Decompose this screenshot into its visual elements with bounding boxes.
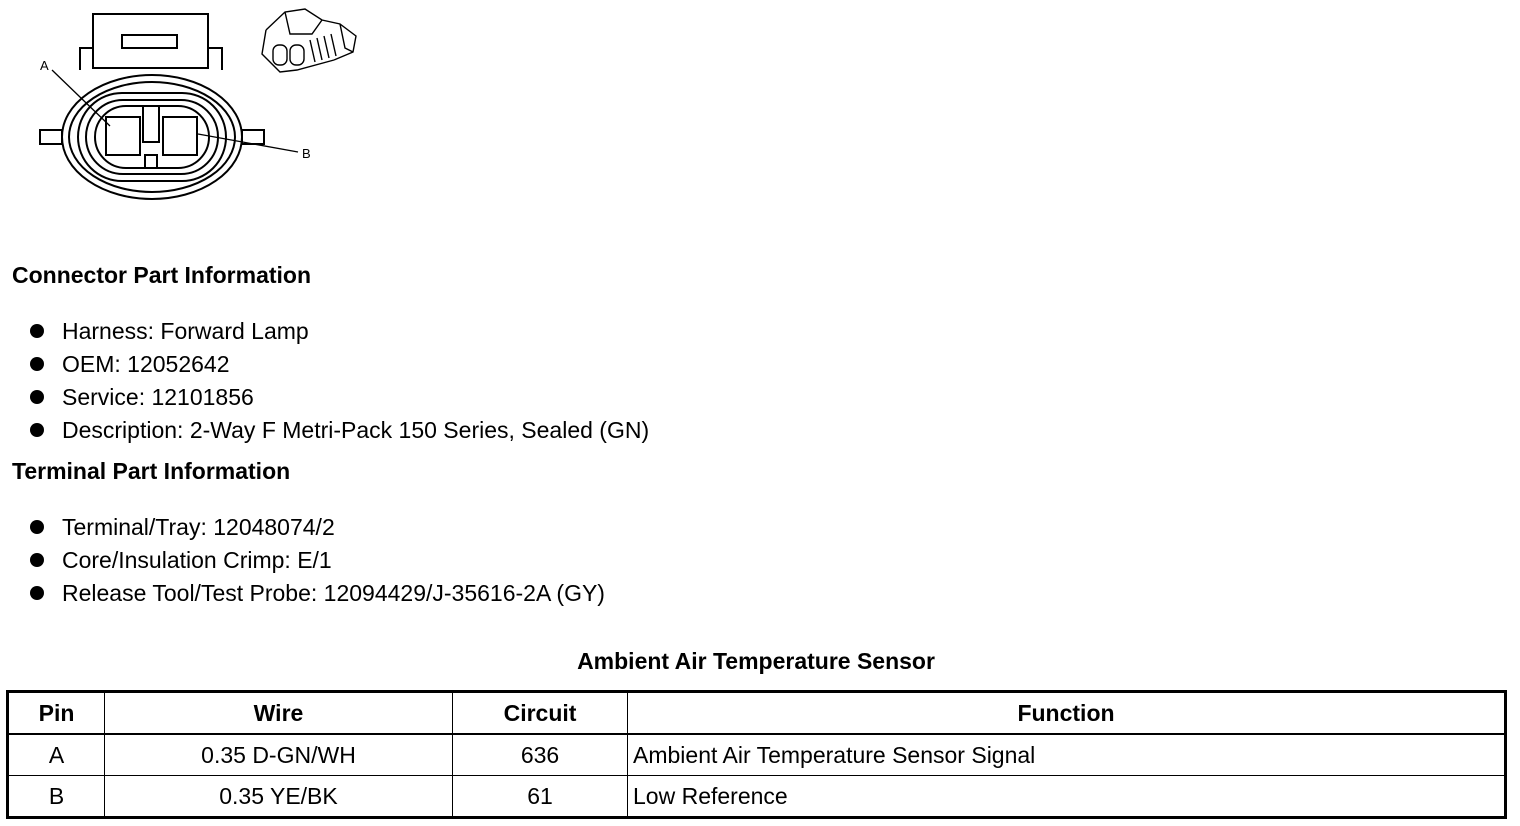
bullet-icon — [30, 553, 44, 567]
circuit-cell: 61 — [453, 776, 628, 818]
list-item — [30, 316, 649, 349]
connector-thumbnail — [262, 9, 356, 72]
list-item — [30, 349, 649, 382]
table-row — [8, 776, 1506, 818]
function-cell: Low Reference — [628, 776, 1506, 818]
pin-a-label: A — [40, 58, 49, 73]
list-item — [30, 415, 649, 448]
list-item-text: Core/Insulation Crimp: E/1 — [62, 547, 332, 573]
list-item — [30, 578, 605, 611]
wire-cell: 0.35 D-GN/WH — [105, 734, 453, 776]
pinout-table — [6, 690, 1507, 819]
list-item — [30, 382, 649, 415]
wire-cell: 0.35 YE/BK — [105, 776, 453, 818]
list-item-text: Harness: Forward Lamp — [62, 318, 309, 344]
pin-cell: B — [8, 776, 105, 818]
table-header-row — [8, 692, 1506, 735]
list-item-text: OEM: 12052642 — [62, 351, 230, 377]
pin-b-label: B — [302, 146, 311, 161]
bullet-icon — [30, 423, 44, 437]
pin-cell: A — [8, 734, 105, 776]
bullet-icon — [30, 390, 44, 404]
connector-diagram — [0, 0, 380, 215]
column-header-pin: Pin — [8, 692, 105, 735]
bullet-icon — [30, 520, 44, 534]
list-item — [30, 545, 605, 578]
connector-part-heading: Connector Part Information — [12, 262, 312, 288]
bullet-icon — [30, 586, 44, 600]
list-item-text: Description: 2-Way F Metri-Pack 150 Series, Sealed (GN) — [62, 417, 650, 443]
function-cell: Ambient Air Temperature Sensor Signal — [628, 734, 1506, 776]
column-header-function: Function — [628, 692, 1506, 735]
column-header-wire: Wire — [105, 692, 453, 735]
list-item — [30, 512, 605, 545]
column-header-circuit: Circuit — [453, 692, 628, 735]
list-item-text: Service: 12101856 — [62, 384, 254, 410]
table-row — [8, 734, 1506, 776]
circuit-cell: 636 — [453, 734, 628, 776]
terminal-part-list — [30, 512, 605, 611]
bullet-icon — [30, 357, 44, 371]
list-item-text: Release Tool/Test Probe: 12094429/J-35616-2A (GY) — [62, 580, 605, 606]
terminal-part-heading: Terminal Part Information — [12, 458, 291, 484]
list-item-text: Terminal/Tray: 12048074/2 — [62, 514, 335, 540]
bullet-icon — [30, 324, 44, 338]
table-title: Ambient Air Temperature Sensor — [577, 648, 935, 674]
connector-part-list — [30, 316, 649, 448]
